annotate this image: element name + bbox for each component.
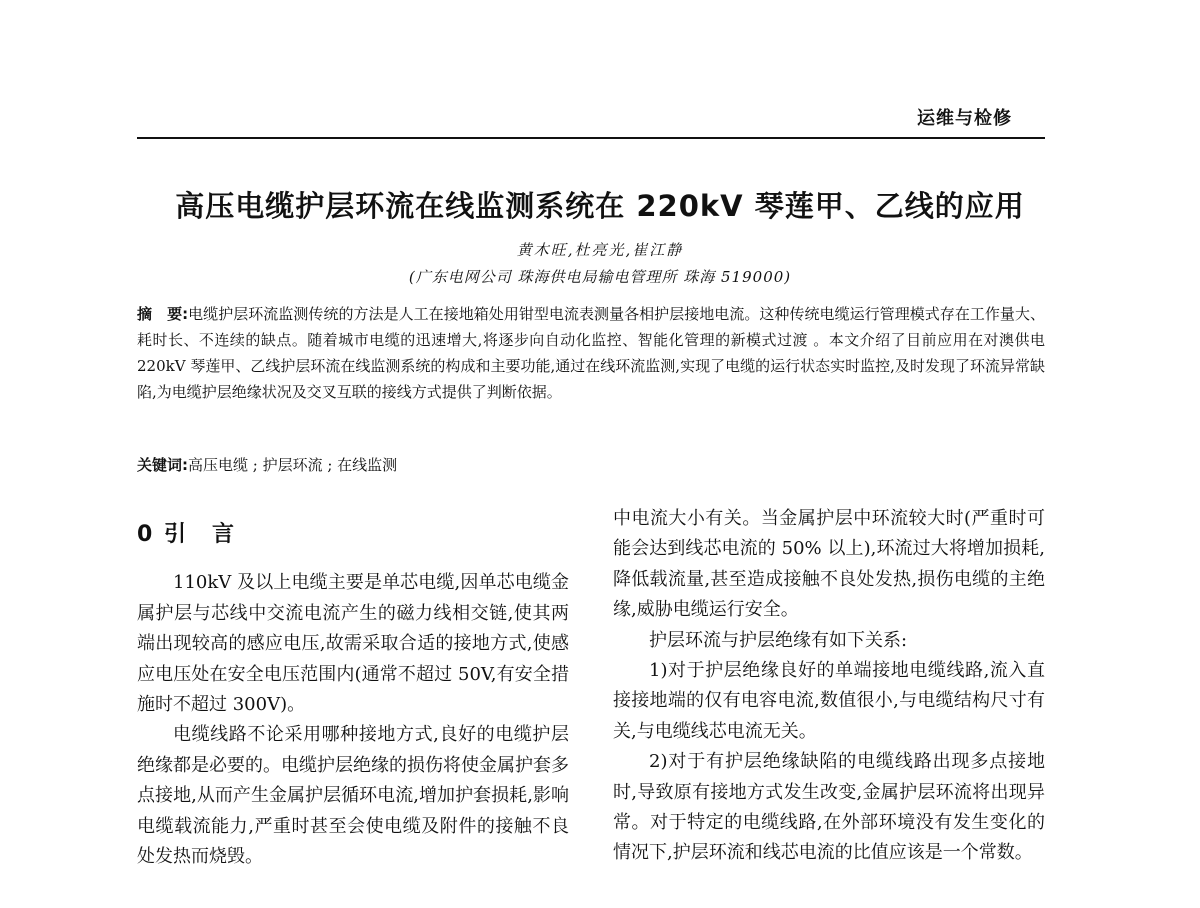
keywords [137, 452, 1045, 478]
body-paragraph: 1)对于护层绝缘良好的单端接地电缆线路,流入直接接地端的仅有电容电流,数值很小,与电缆结构尺寸有关,与电缆线芯电流无关。 [613, 660, 1045, 742]
authors: 黄木旺,杜亮光,崔江静 [516, 241, 684, 259]
body-paragraph: 2)对于有护层绝缘缺陷的电缆线路出现多点接地时,导致原有接地方式发生改变,金属护层环流将出现异常。对于特定的电缆线路,在外部环境没有发生变化的情况下,护层环流和线芯电流的比值应该是一个常数。 [613, 751, 1045, 864]
keywords-text: 高压电缆 ; 护层环流 ; 在线监测 [188, 456, 398, 474]
affiliation: (广东电网公司 珠海供电局输电管理所 珠海 519000) [408, 268, 792, 286]
abstract-text: 电缆护层环流监测传统的方法是人工在接地箱处用钳型电流表测量各相护层接地电流。这种传统电缆运行管理模式存在工作量大、耗时长、不连续的缺点。随着城市电缆的迅速增大,将逐步向自动化监控、智能化管理的新模式过渡 。本文介绍了目前应用在对澳供电 220kV 琴莲甲、乙线护层环流在线监测系统的构成和主要功能,通过在线环流监测,实现了电缆的运行状态实时监控,及时发现了环流异常缺陷,为电缆护层绝缘状况及交叉互联的接线方式提供了判断依据。 [137, 305, 1046, 401]
body-paragraph-continued: 中电流大小有关。当金属护层中环流较大时(严重时可能会达到线芯电流的 50% 以上),环流过大将增加损耗,降低载流量,甚至造成接触不良处发热,损伤电缆的主绝缘,威胁电缆运行安全。 [613, 508, 1045, 621]
keywords-label: 关键词: [137, 456, 188, 474]
abstract [137, 301, 1045, 405]
body-paragraph: 护层环流与护层绝缘有如下关系: [649, 629, 908, 651]
abstract-label: 摘 要: [137, 305, 189, 323]
body-paragraph: 110kV 及以上电缆主要是单芯电缆,因单芯电缆金属护层与芯线中交流电流产生的磁力线相交链,使其两端出现较高的感应电压,故需采取合适的接地方式,使感应电压处在安全电压范围内(通常不超过 50V,有安全措施时不超过 300V)。 [137, 572, 569, 716]
header-rule [137, 137, 1045, 139]
section-heading: 0 引 言 [137, 522, 236, 547]
left-column [137, 500, 569, 872]
right-column [613, 504, 1045, 869]
section-tag: 运维与检修 [917, 108, 1012, 129]
paper-title: 高压电缆护层环流在线监测系统在 220kV 琴莲甲、乙线的应用 [175, 189, 1025, 223]
body-paragraph: 电缆线路不论采用哪种接地方式,良好的电缆护层绝缘都是必要的。电缆护层绝缘的损伤将使金属护套多点接地,从而产生金属护层循环电流,增加护套损耗,影响电缆载流能力,严重时甚至会使电缆及附件的接触不良处发热而烧毁。 [137, 724, 569, 868]
